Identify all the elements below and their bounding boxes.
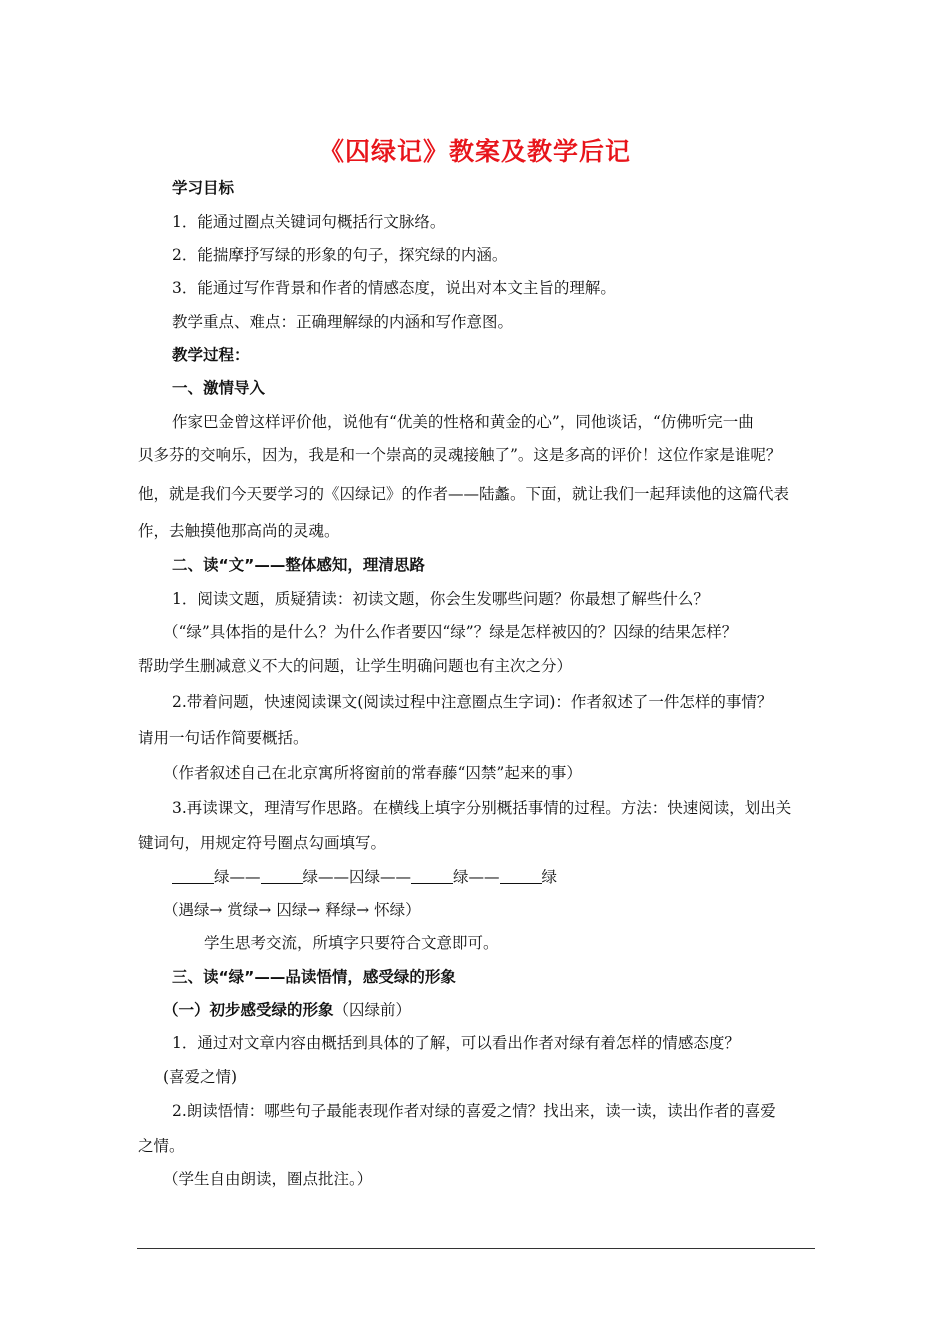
objective-item: 1．能通过圈点关键词句概括行文脉络。 <box>172 213 446 231</box>
step-item: 键词句，用规定符号圈点勾画填写。 <box>138 834 387 852</box>
step-item: 2.带着问题，快速阅读课文(阅读过程中注意圈点生字词)：作者叙述了一件怎样的事情？ <box>172 693 773 711</box>
objective-item: 3．能通过写作背景和作者的情感态度，说出对本文主旨的理解。 <box>172 279 616 297</box>
step-item: 2.朗读悟情：哪些句子最能表现作者对绿的喜爱之情？找出来，读一读，读出作者的喜爱 <box>172 1102 776 1120</box>
fill-note: 学生思考交流，所填字只要符合文意即可。 <box>204 934 499 952</box>
step-note: 帮助学生删减意义不大的问题，让学生明确问题也有主次之分） <box>138 657 573 675</box>
step-item: 之情。 <box>138 1137 185 1155</box>
step-note: （“绿”具体指的是什么？为什么作者要囚“绿”？绿是怎样被囚的？囚绿的结果怎样？ <box>163 623 738 641</box>
blank-2[interactable] <box>261 869 303 884</box>
section-3-heading: 三、读“绿”——品读悟情，感受绿的形象 <box>172 968 456 986</box>
paragraph-line: 他，就是我们今天要学习的《囚绿记》的作者——陆蠡。下面，就让我们一起拜读他的这篇代表 <box>138 485 790 503</box>
paragraph-line: 作，去触摸他那高尚的灵魂。 <box>138 522 340 540</box>
blank-1[interactable] <box>172 869 214 884</box>
blank-3[interactable] <box>411 869 453 884</box>
subsection-heading: （一）初步感受绿的形象（囚绿前） <box>163 1001 412 1019</box>
fill-answer: （遇绿→ 赏绿→ 囚绿→ 释绿→ 怀绿） <box>163 901 421 919</box>
paragraph-line: 贝多芬的交响乐，因为，我是和一个崇高的灵魂接触了”。这是多高的评价！这位作家是谁呢？ <box>138 446 782 464</box>
footer-divider <box>137 1248 815 1249</box>
objective-item: 2．能揣摩抒写绿的形象的句子，探究绿的内涵。 <box>172 246 508 264</box>
blank-4[interactable] <box>500 869 542 884</box>
objectives-heading: 学习目标 <box>172 179 235 197</box>
paragraph-line: 作家巴金曾这样评价他，说他有“优美的性格和黄金的心”，同他谈话，“仿佛听完一曲 <box>172 413 754 431</box>
fill-in-blanks: 绿—— 绿——囚绿—— 绿—— 绿 <box>172 866 862 888</box>
process-heading: 教学过程： <box>172 346 250 364</box>
step-item: 请用一句话作简要概括。 <box>138 729 309 747</box>
section-1-heading: 一、激情导入 <box>172 379 266 397</box>
section-2-heading: 二、读“文”——整体感知，理清思路 <box>172 556 425 574</box>
step-note: （学生自由朗读，圈点批注。） <box>163 1170 373 1188</box>
document-title: 《囚绿记》教案及教学后记 <box>318 137 631 166</box>
step-item: 1．阅读文题，质疑猜读：初读文题，你会生发哪些问题？你最想了解些什么？ <box>172 590 709 608</box>
step-answer: (喜爱之情) <box>163 1068 238 1086</box>
key-points: 教学重点、难点：正确理解绿的内涵和写作意图。 <box>172 313 514 331</box>
step-item: 1．通过对文章内容由概括到具体的了解，可以看出作者对绿有着怎样的情感态度？ <box>172 1034 740 1052</box>
step-item: 3.再读课文，理清写作思路。在横线上填字分别概括事情的过程。方法：快速阅读，划出关 <box>172 799 792 817</box>
step-note: （作者叙述自己在北京寓所将窗前的常春藤“囚禁”起来的事） <box>163 764 582 782</box>
